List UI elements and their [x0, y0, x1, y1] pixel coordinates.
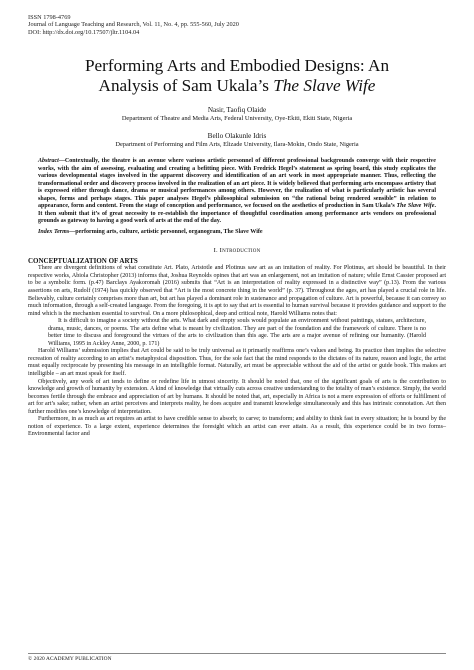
body-paragraph-4: Furthermore, in as much as art requires an artist to have credible sense to absorb; to carve; to transform; and ability to think fast in every situation; he is bound by the notion of experience. To a large extent, experience determines the foresight which an artist can ever attain. As a result, this experience could be in two forms– Environmental factor and — [28, 416, 446, 438]
paper-page — [28, 14, 446, 439]
author-affiliation: Department of Performing and Film Arts, Elizade University, Ilara-Mokin, Ondo State, Nigeria — [115, 140, 359, 148]
title-line-2-plain: Analysis of Sam Ukala’s — [98, 76, 274, 96]
abstract-italic: The Slave Wife — [396, 203, 435, 210]
title-line-2 — [28, 76, 446, 96]
title-line-2-italic: The Slave Wife — [273, 76, 376, 96]
author-block-1 — [28, 106, 446, 123]
block-quote — [28, 318, 446, 348]
author-name: Bello Olakunle Idris — [207, 131, 267, 140]
paper-title — [28, 56, 446, 96]
author-block-2 — [28, 132, 446, 149]
abstract-text: —Contextually, the theatre is an avenue where various artistic personnel of different professional backgrounds converge with their respective works, with the aim of assessing, evaluating and creating a befitting piece. With Fredrick Hegel’s statement as spring board, this study explicates the various developmental stages involved in the apparent discovery and identification of an art work in most appropriate manner. Thus, reflecting the transformational order and discovery process involved in the realization of an art piece. It is widely believed that performing arts encompass artistry that is expressed either through dance, drama or musical performances among others. However, the realization of what is particularly artistic has several shapes, forms and perhaps stages. This paper analyses Hegel’s philosophical submission on “the rational being rendered sensible” in relation to appearance, form and content. From the stage of conception and performance, we focused on the aesthetics of production in Sam Ukala’s — [38, 158, 436, 210]
abstract-label: Abstract — [38, 158, 59, 165]
copyright-text: © 2020 ACADEMY PUBLICATION — [28, 656, 112, 662]
journal-header — [28, 14, 446, 36]
index-terms — [28, 229, 446, 236]
index-terms-label: Index Terms — [38, 229, 70, 236]
page-footer — [28, 653, 446, 662]
abstract-text-end: . It then submit that it’s of great necessity to re-establish the importance of thoughtful coordination among performance arts vendors on professional grounds as gateway to having a good work of arts at the end of the day. — [38, 203, 436, 225]
index-terms-text: —performing arts, culture, artistic personnel, organogram, The Slave Wife — [69, 229, 263, 236]
section-heading: I. Introduction — [213, 246, 261, 254]
author-affiliation: Department of Theatre and Media Arts, Federal University, Oye-Ekiti, Ekiti State, Nigeria — [121, 115, 353, 123]
issn-line: ISSN 1798-4769 — [28, 14, 71, 21]
body-paragraph-1: There are divergent definitions of what constitute Art. Plato, Aristotle and Plotinus saw art as an imitation of reality. For Plotinus, art should be beautiful. In their respective works, Abiola Christopher (2013) informs that, Joshua Reynolds opines that art was an enlargement, not an imitation of nature; while Ernst Cassier proposed art to be a symbolic form. (p.47) Barclays Ayakoromah (2016) submits that “Art is an interpretation of reality expressed in a distinctive way” (p.13). From the various assertions on arts, Rudolf (1974) has quickly observed that “Art is the most concrete thing in the world” (p. 37). Throughout the ages, art has played a crucial role in life. Believably, culture certainly comprises more than art, but art has played a dominant role in sustenance and propagation of culture. Art is powerful, because it can convey so much information, through a self-created language. From the foregoing, it is apt to say that art is essential to human survival because it provides guidance and support to the mind which is the mechanism essential to survival. On a more philosophical, deep and critical note, Harold Williams notes that: — [28, 265, 446, 317]
author-name: Nasir, Taofiq Olaide — [207, 106, 267, 115]
journal-line: Journal of Language Teaching and Research, Vol. 11, No. 4, pp. 555-560, July 2020 — [28, 21, 239, 29]
title-line-1: Performing Arts and Embodied Designs: An — [84, 56, 390, 76]
doi-line: DOI: http://dx.doi.org/10.17507/jltr.1104.04 — [28, 28, 140, 36]
subsection-heading: CONCEPTUALIZATION OF ARTS — [28, 256, 138, 265]
block-quote-text: It is difficult to imagine a society without the arts. What dark and empty souls would populate an environment without paintings, statues, architecture, drama, music, dances, or poems. The arts define what is meant by civilization. They are part of the foundation and the framework of culture. There is no better time to discuss and foreground the virtues of the arts to civilization than this age. The arts are a major avenue of refining our humanity. (Harold Williams, 1995 in Ackley Anne, 2000, p. 171) — [48, 318, 426, 347]
body-paragraph-3: Objectively, any work of art tends to define or redefine life in utmost sincerity. It should be noted that, one of the significant goals of arts is the contribution to knowledge and growth of humanity by extension. A kind of knowledge that virtually cuts across creative understanding to the totality of man’s existence. Simply, the world becomes fertile through the embrace and appreciation of art by humans. It should be noted that, art, especially in Africa is not a mere expression of efforts or fulfillment of art for art’s sake; rather, when an artist perceives and interprets reality, he does acquire and transmit knowledge simultaneously and this has intrinsic connotation. Art then further modifies one’s knowledge of interpretation. — [28, 378, 446, 415]
abstract — [28, 158, 446, 225]
body-paragraph-2: Harold Williams’ submission implies that Art could be said to be truly universal as it primarily reaffirms one’s values and being. Its practice then implies the selective recreation of reality according to an artist’s metaphysical disposition. Thus, for the sole fact that the mind responds to the dictates of its nature, reason and logic, the artist must equally reciprocate by presenting his message in an intelligible format. Naturally, art must be appreciable without the aid of the artist or guide book. This makes art intelligible – an art must speak for itself. — [28, 348, 446, 377]
